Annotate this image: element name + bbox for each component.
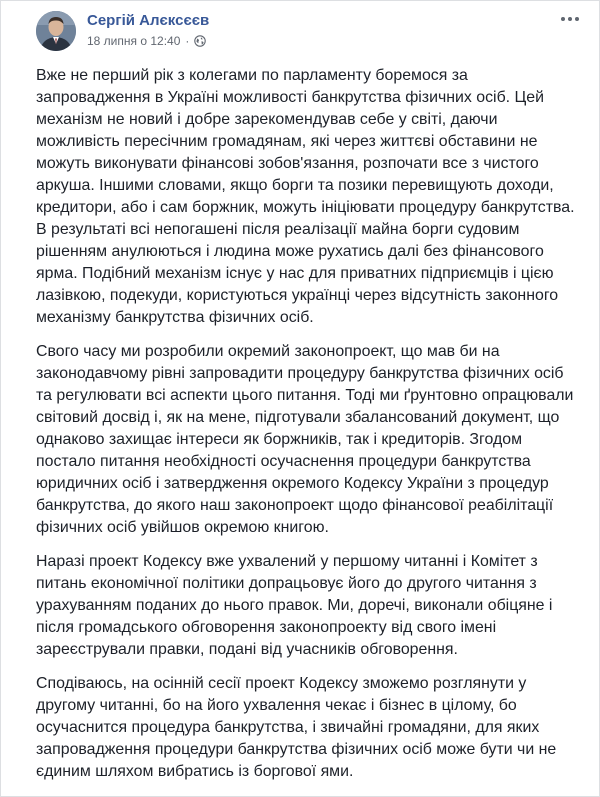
author-name[interactable]: Сергій Алєксєєв <box>87 12 210 29</box>
post-meta <box>87 34 206 48</box>
post-date[interactable]: 18 липня о 12:40 <box>87 34 181 48</box>
more-dot <box>568 17 572 21</box>
post-paragraph: Вже не перший рік з колегами по парламенту боремося за запровадження в Україні можливості банкрутства фізичних осіб. Цей механізм не новий і добре зарекомендував себе у світі, даючи можливість пересічним громадянам, які через життєві обставини не можуть виконувати фінансові зобов'язання, розпочати все з чистого аркуша. Іншими словами, якщо борги та позики перевищують доходи, кредитори, або і сам боржник, можуть ініціювати процедуру банкрутства. В результаті всі непогашені після реалізації майна борги судовим рішенням анулюються і людина може рухатись далі без фінансового ярма. Подібний механізм існує у нас для приватних підприємців і цією лазівкою, подекуди, користуються українці через відсутність законного механізму банкрутства фізичних осіб. <box>36 67 575 326</box>
more-dot <box>575 17 579 21</box>
more-dot <box>561 17 565 21</box>
globe-icon[interactable] <box>194 35 206 47</box>
meta-separator: · <box>185 34 190 48</box>
avatar-image <box>36 11 76 51</box>
post-body <box>36 65 576 795</box>
post-paragraph: Наразі проект Кодексу вже ухвалений у першому читанні і Комітет з питань економічної політики допрацьовує його до другого читання з урахуванням поданих до нього правок. Ми, доречі, виконали обіцяне і після громадського обговорення законопроекту від свого імені зареєстрували правки, подані від учасників обговорення. <box>36 553 553 658</box>
avatar[interactable] <box>36 11 76 51</box>
post-header <box>1 1 599 59</box>
more-options-icon[interactable] <box>559 11 581 27</box>
post-paragraph: Сподіваюсь, на осінній сесії проект Кодексу зможемо розглянути у другому читанні, бо на його ухвалення чекає і бізнес в цілому, бо осучаснится процедура банкрутства, і звичайні громадяни, для яких запровадження процедури банкрутства фізичних осіб може бути чи не єдиним шляхом вибратись із боргової ями. <box>36 675 557 780</box>
post-paragraph: Свого часу ми розробили окремий законопроект, що мав би на законодавчому рівні запровадити процедуру банкрутства фізичних осіб та регулювати всі аспекти цього питання. Тоді ми ґрунтовно опрацювали світовий досвід і, як на мене, підготували збалансований документ, що однаково захищає інтереси як боржників, так і кредиторів. Згодом постало питання необхідності осучаснення процедури банкрутства юридичних осіб і затвердження окремого Кодексу України з процедур банкрутства, до якого наш законопроект щодо фінансової реабілітації фізичних осіб увійшов окремою книгою. <box>36 343 574 536</box>
